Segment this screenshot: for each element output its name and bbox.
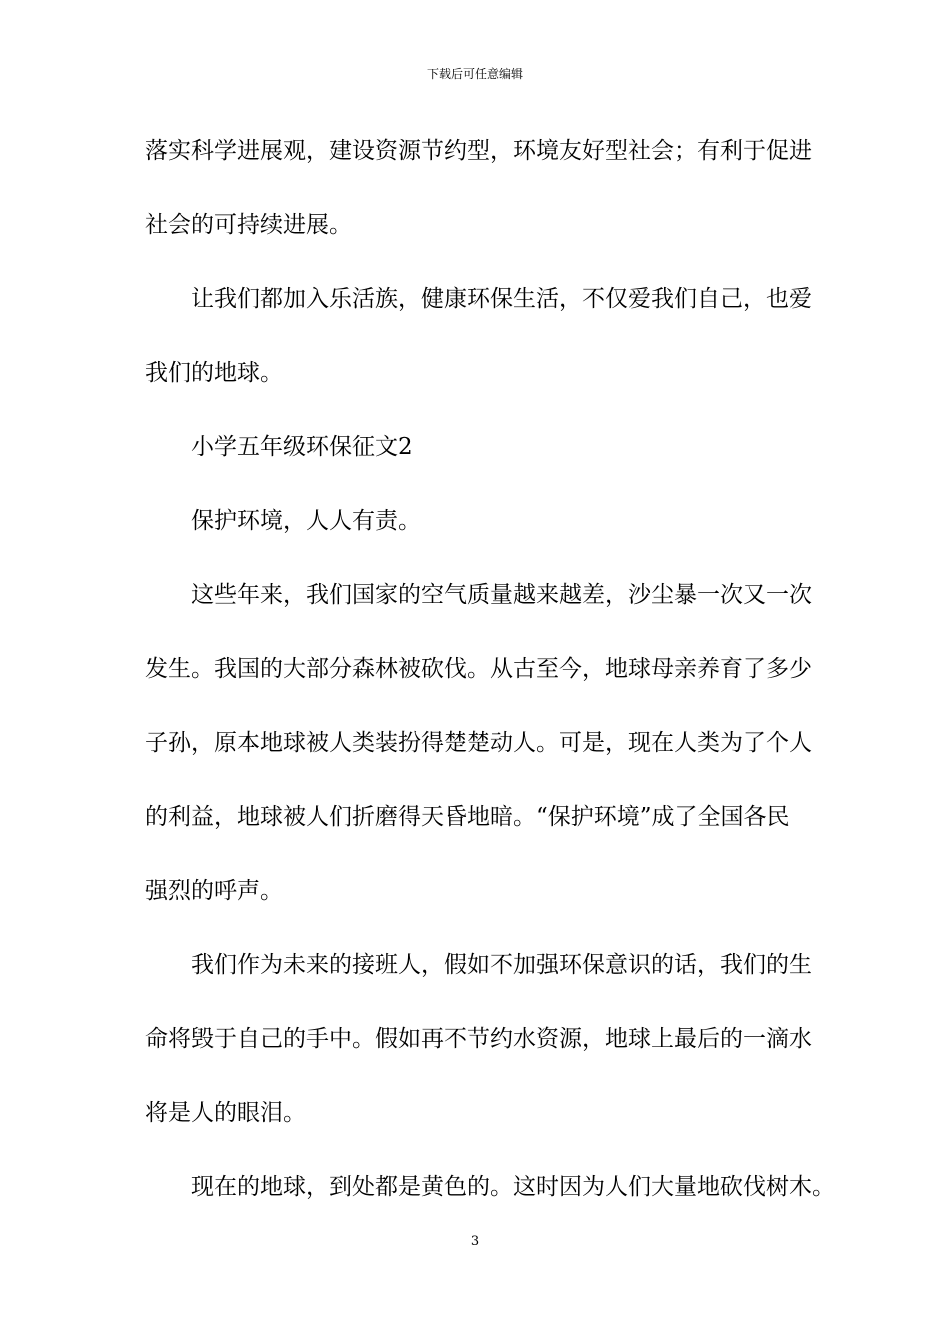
text-line: 让我们都加入乐活族，健康环保生活，不仅爱我们自己，也爱: [191, 286, 812, 312]
text-line: 发生。我国的大部分森林被砍伐。从古至今，地球母亲养育了多少: [145, 656, 812, 682]
text-line: 社会的可持续进展。: [145, 212, 352, 238]
text-line: 我们的地球。: [145, 360, 283, 386]
page-number: 3: [470, 1234, 480, 1249]
text-line: 保护环境，人人有责。: [191, 508, 421, 534]
document-body: [145, 128, 835, 1238]
text-line: 现在的地球，到处都是黄色的。这时因为人们大量地砍伐树木。: [191, 1174, 835, 1200]
text-line: 这些年来，我们国家的空气质量越来越差，沙尘暴一次又一次: [191, 582, 812, 608]
text-line: 落实科学进展观，建设资源节约型，环境友好型社会；有利于促进: [145, 138, 812, 164]
text-line: 我们作为未来的接班人，假如不加强环保意识的话，我们的生: [191, 952, 812, 978]
page-header: 下载后可任意编辑: [426, 67, 523, 81]
text-line: 子孙，原本地球被人类装扮得楚楚动人。可是，现在人类为了个人: [145, 730, 812, 756]
text-line: 命将毁于自己的手中。假如再不节约水资源，地球上最后的一滴水: [145, 1026, 812, 1052]
text-line: 将是人的眼泪。: [145, 1100, 306, 1126]
section-heading: 小学五年级环保征文2: [191, 434, 413, 460]
text-line: 强烈的呼声。: [145, 878, 283, 904]
text-line: 的利益，地球被人们折磨得天昏地暗。“保护环境”成了全国各民: [145, 804, 790, 830]
